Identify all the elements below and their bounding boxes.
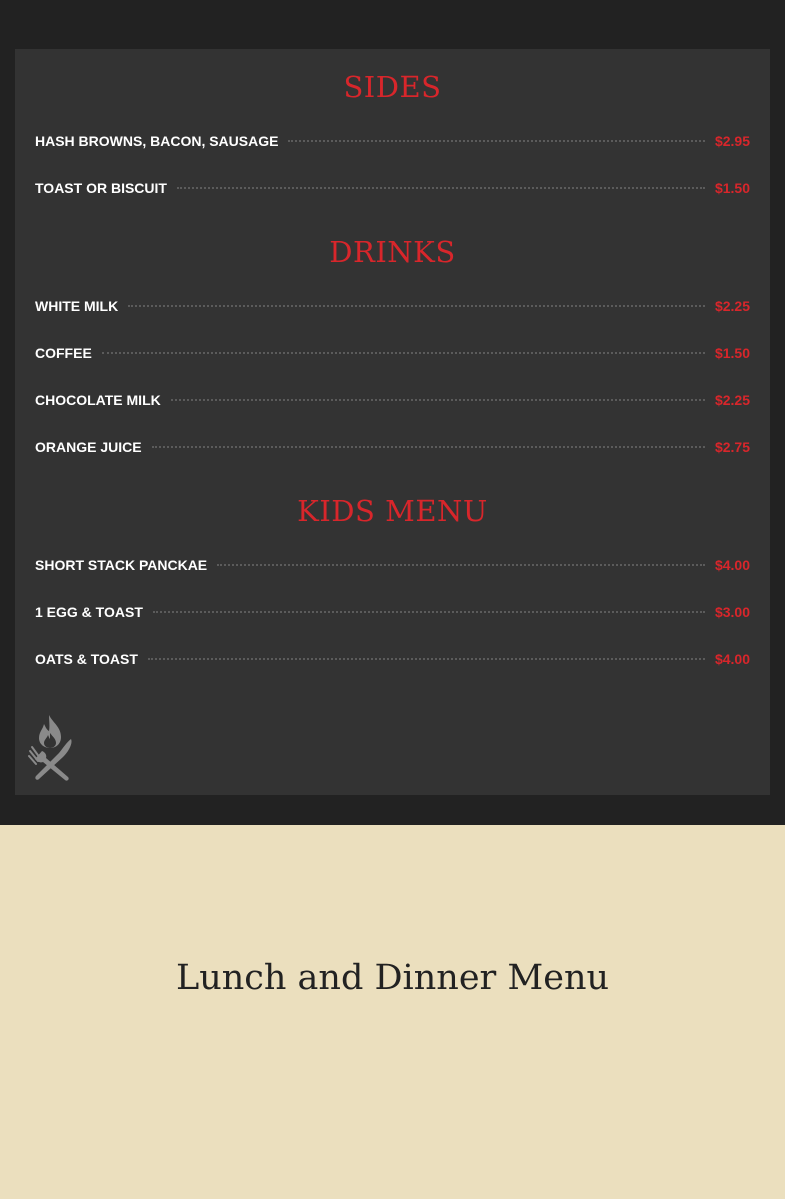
menu-item xyxy=(35,296,750,316)
menu-item-name: HASH BROWNS, BACON, SAUSAGE xyxy=(35,133,279,149)
dotted-leader xyxy=(148,658,705,660)
menu-item-price: $4.00 xyxy=(714,651,750,667)
menu-item xyxy=(35,390,750,410)
menu-item-price: $4.00 xyxy=(714,557,750,573)
menu-item-name: 1 EGG & TOAST xyxy=(35,604,143,620)
menu-item xyxy=(35,437,750,457)
section-title-sides: SIDES xyxy=(343,70,442,104)
dotted-leader xyxy=(102,352,705,354)
dotted-leader xyxy=(152,446,705,448)
menu-item-name: TOAST OR BISCUIT xyxy=(35,180,167,196)
section-title-kids-menu: KIDS MENU xyxy=(297,494,488,528)
menu-item xyxy=(35,602,750,622)
menu-card xyxy=(15,49,770,795)
lunch-dinner-heading: Lunch and Dinner Menu xyxy=(175,958,610,998)
menu-item-name: ORANGE JUICE xyxy=(35,439,142,455)
menu-item-name: WHITE MILK xyxy=(35,298,119,314)
dotted-leader xyxy=(153,611,705,613)
menu-item-name: COFFEE xyxy=(35,345,92,361)
dotted-leader xyxy=(171,399,705,401)
menu-item xyxy=(35,178,750,198)
dotted-leader xyxy=(177,187,705,189)
dotted-leader xyxy=(217,564,705,566)
menu-item-price: $2.25 xyxy=(714,392,750,408)
section-title-drinks: DRINKS xyxy=(329,235,456,269)
menu-item-price: $2.75 xyxy=(714,439,750,455)
menu-item-name: CHOCOLATE MILK xyxy=(35,392,161,408)
fork-knife-flame-icon xyxy=(27,713,77,783)
dotted-leader xyxy=(128,305,705,307)
menu-item-price: $2.95 xyxy=(714,133,750,149)
menu-item xyxy=(35,343,750,363)
menu-item-name: SHORT STACK PANCKAE xyxy=(35,557,208,573)
menu-item-price: $1.50 xyxy=(714,180,750,196)
dotted-leader xyxy=(288,140,704,142)
menu-item xyxy=(35,555,750,575)
menu-item-price: $1.50 xyxy=(714,345,750,361)
menu-item xyxy=(35,649,750,669)
menu-item-price: $2.25 xyxy=(714,298,750,314)
menu-item-name: OATS & TOAST xyxy=(35,651,138,667)
menu-item-price: $3.00 xyxy=(714,604,750,620)
menu-item xyxy=(35,131,750,151)
